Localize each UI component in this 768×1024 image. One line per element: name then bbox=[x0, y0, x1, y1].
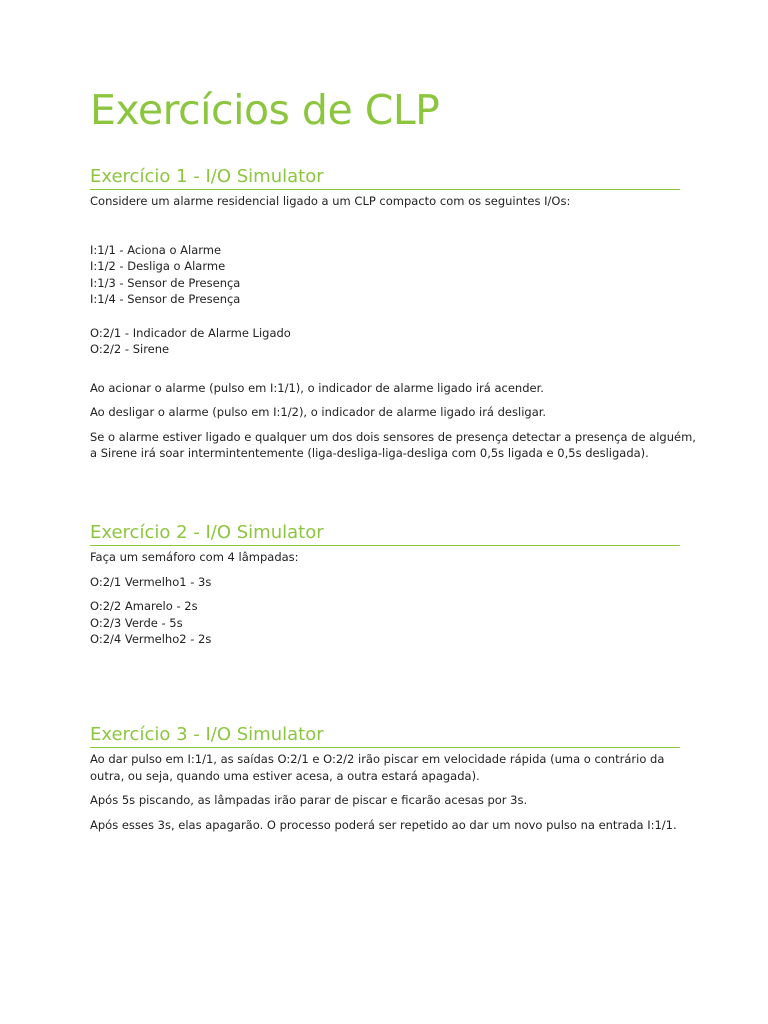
input-line: I:1/1 - Aciona o Alarme bbox=[90, 242, 222, 257]
exercise-1-section bbox=[90, 166, 696, 462]
exercise-1-heading: Exercício 1 - I/O Simulator bbox=[90, 166, 680, 190]
input-line: I:1/4 - Sensor de Presença bbox=[90, 292, 241, 306]
output-line: O:2/2 - Sirene bbox=[90, 342, 170, 356]
input-line: I:1/2 - Desliga o Alarme bbox=[90, 259, 226, 273]
exercise-2-section bbox=[90, 522, 680, 648]
exercise-1-paragraph: Se o alarme estiver ligado e qualquer um dos dois sensores de presença detectar a presença de alguém, bbox=[90, 429, 696, 444]
exercise-1-paragraph: Ao acionar o alarme (pulso em I:1/1), o indicador de alarme ligado irá acender. bbox=[90, 380, 544, 395]
input-line: I:1/3 - Sensor de Presença bbox=[90, 275, 241, 290]
exercise-2-heading: Exercício 2 - I/O Simulator bbox=[90, 522, 680, 546]
exercise-3-paragraph: Após esses 3s, elas apagarão. O processo poderá ser repetido ao dar um novo pulso na entrada I:1/1. bbox=[90, 817, 677, 832]
light-line: O:2/4 Vermelho2 - 2s bbox=[90, 632, 212, 646]
document-title: Exercícios de CLP bbox=[90, 86, 440, 134]
exercise-1-paragraph: a Sirene irá soar intermintentemente (liga-desliga-liga-desliga com 0,5s ligada e 0,5s desligada). bbox=[90, 446, 649, 460]
exercise-3-paragraph: Ao dar pulso em I:1/1, as saídas O:2/1 e O:2/2 irão piscar em velocidade rápida (uma o contrário da bbox=[90, 752, 665, 766]
exercise-1-intro: Considere um alarme residencial ligado a um CLP compacto com os seguintes I/Os: bbox=[90, 194, 571, 208]
exercise-3-section bbox=[90, 724, 680, 833]
output-line: O:2/1 - Indicador de Alarme Ligado bbox=[90, 325, 291, 340]
exercise-3-paragraph: Após 5s piscando, as lâmpadas irão parar de piscar e ficarão acesas por 3s. bbox=[90, 793, 528, 807]
light-line: O:2/2 Amarelo - 2s bbox=[90, 599, 198, 613]
light-line: O:2/3 Verde - 5s bbox=[90, 615, 183, 630]
exercise-1-paragraph: Ao desligar o alarme (pulso em I:1/2), o indicador de alarme ligado irá desligar. bbox=[90, 405, 547, 419]
exercise-3-heading: Exercício 3 - I/O Simulator bbox=[90, 724, 680, 748]
exercise-2-intro: Faça um semáforo com 4 lâmpadas: bbox=[90, 550, 299, 564]
light-line: O:2/1 Vermelho1 - 3s bbox=[90, 574, 212, 589]
exercise-3-paragraph: outra, ou seja, quando uma estiver acesa, a outra estará apagada). bbox=[90, 768, 480, 783]
